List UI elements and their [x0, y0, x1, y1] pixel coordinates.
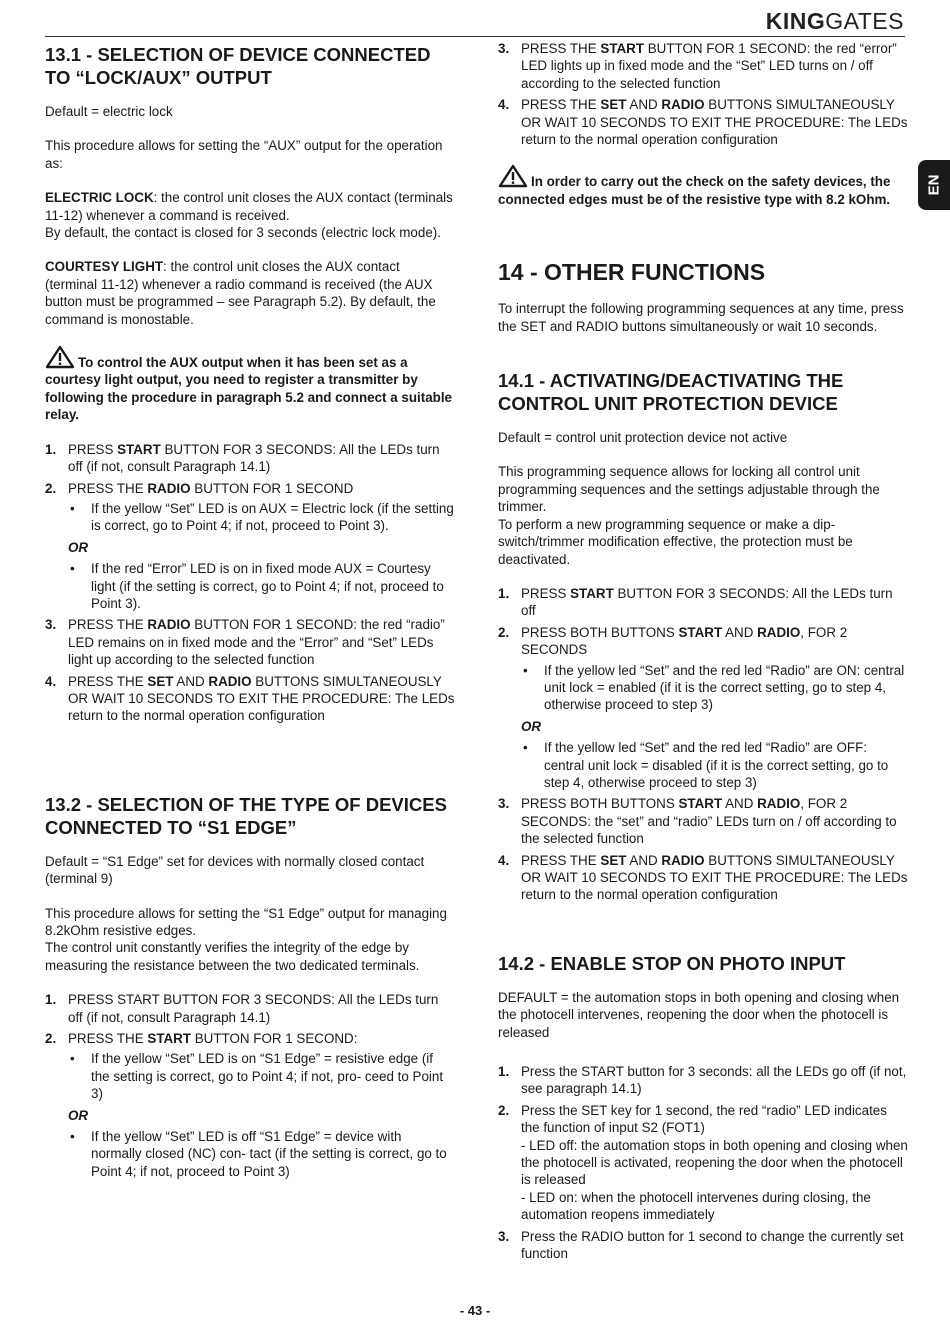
- list-item: 1. PRESS START BUTTON FOR 3 SECONDS: All the LEDs turn off (if not, consult Paragraph 14.1): [45, 441, 440, 475]
- bullet-item: • If the red “Error” LED is on in fixed mode AUX = Courtesy light (if the setting is correct, go to Point 4; if not, proceed to Point 3).: [70, 561, 444, 611]
- led-off-description: - LED off: the automation stops in both opening and closing when the photocell is activated, reopening the door when the photocell is released: [521, 1137, 908, 1188]
- warning-icon: [45, 345, 75, 369]
- language-tab: [918, 160, 950, 210]
- edge-warning: In order to carry out the check on the safety devices, the connected edges must be of the resistive type with 8.2 kOhm.: [498, 164, 908, 208]
- list-item: 1. PRESS START BUTTON FOR 3 SECONDS: All the LEDs turn off (if not, consult Paragraph 14.1): [45, 992, 439, 1025]
- right-column: [498, 40, 908, 1267]
- section-13-1-intro: This procedure allows for setting the “AUX” output for the operation as:: [45, 138, 443, 171]
- list-item: 4. PRESS THE SET AND RADIO BUTTONS SIMULTANEOUSLY OR WAIT 10 SECONDS TO EXIT THE PROCEDURE: The LEDs return to the normal operation configuration: [45, 673, 455, 724]
- aux-warning: To control the AUX output when it has been set as a courtesy light output, you need to register a transmitter by following the procedure in paragraph 5.2 and connect a suitable relay.: [45, 345, 455, 424]
- electric-lock-default: By default, the contact is closed for 3 seconds (electric lock mode).: [45, 225, 441, 241]
- language-label: EN: [925, 174, 943, 196]
- list-item: 1. PRESS START BUTTON FOR 3 SECONDS: All the LEDs turn off: [498, 585, 893, 619]
- section-14-1-intro-2: To perform a new programming sequence or make a dip-switch/trimmer modification effective, the protection must be deactivated.: [498, 516, 853, 567]
- list-item: 2. PRESS THE RADIO BUTTON FOR 1 SECOND • If the yellow “Set” LED is on AUX = Electric lock (if the setting is correct, go to Point 4; if not, proceed to Point 3). OR • If the red “Error” LED is on in fixed mode AUX = Courtesy light (if the setting is correct, go to Point 4; if not, proceed to Point 3).: [45, 480, 454, 611]
- bullet-item: • If the yellow led “Set” and the red led “Radio” are OFF: central unit lock = disabled (if it is the correct setting, go to step 4, otherwise proceed to step 3): [523, 740, 889, 790]
- section-13-2-intro-2: The control unit constantly verifies the integrity of the edge by measuring the resistance between the two dedicated terminals.: [45, 940, 420, 973]
- list-item: 1. Press the START button for 3 seconds: all the LEDs go off (if not, see paragraph 14.1): [498, 1064, 907, 1097]
- or-label: OR: [68, 1107, 89, 1123]
- bullet-item: • If the yellow “Set” LED is off “S1 Edge” = device with normally closed (NC) con- tact (if the setting is correct, go to Point 4; if not, proceed to Point 3): [70, 1129, 447, 1179]
- section-14-2-default: DEFAULT = the automation stops in both opening and closing when the photocell intervenes, reopening the door when the photocell is released: [498, 989, 900, 1040]
- brand-logo: KINGGATES: [765, 8, 904, 34]
- or-label: OR: [68, 539, 89, 555]
- section-14-1-intro: This programming sequence allows for locking all control unit programming sequences and the settings adjustable through the trimmer.: [498, 464, 880, 515]
- electric-lock-paragraph: ELECTRIC LOCK: the control unit closes the AUX contact (terminals 11-12) whenever a command is received.: [45, 190, 453, 223]
- list-item: 4. PRESS THE SET AND RADIO BUTTONS SIMULTANEOUSLY OR WAIT 10 SECONDS TO EXIT THE PROCEDURE: The LEDs return to the normal operation configuration: [498, 97, 908, 148]
- section-13-2-default: Default = “S1 Edge” set for devices with normally closed contact (terminal 9): [45, 853, 425, 887]
- section-13-1-default: Default = electric lock: [45, 104, 173, 119]
- list-item: 3. PRESS BOTH BUTTONS START AND RADIO, FOR 2 SECONDS: the “set” and “radio” LEDs turn on / off according to the selected function: [498, 796, 897, 847]
- section-14-title: 14 - OTHER FUNCTIONS: [498, 259, 766, 286]
- bullet-item: • If the yellow “Set” LED is on “S1 Edge” = resistive edge (if the setting is correct, go to Point 4; if not, pro- ceed to Point 3): [70, 1051, 444, 1102]
- list-item: 2. PRESS BOTH BUTTONS START AND RADIO, FOR 2 SECONDS • If the yellow led “Set” and the red led “Radio” are ON: central unit lock = enabled (if it is the correct setting, go to step 4, otherwise proceed to step 3) OR • If the yellow led “Set” and the red led “Radio” are OFF: central unit lock = disabled (if it is the correct setting, go to step 4, otherwise proceed to step 3): [498, 624, 908, 792]
- list-item: 3. PRESS THE START BUTTON FOR 1 SECOND: the red “error” LED lights up in fixed mode and the “Set” LED turns on / off according to the selected function: [498, 41, 897, 91]
- section-14-1-default: Default = control unit protection device not active: [498, 430, 788, 446]
- list-item: 3. Press the RADIO button for 1 second to change the currently set function: [498, 1228, 904, 1262]
- section-14-intro: To interrupt the following programming sequences at any time, press the SET and RADIO buttons simultaneously or wait 10 seconds.: [498, 301, 904, 334]
- header-rule: [45, 36, 905, 37]
- list-item: 2. Press the SET key for 1 second, the red “radio” LED indicates the function of input S2 (FOT1) - LED off: the automation stops in both opening and closing when the photocell is activated, reopening the door when the photocell is released - LED on: when the photocell intervenes during closing, the automation reopens immediately: [498, 1102, 908, 1223]
- section-13-2-title: 13.2 - SELECTION OF THE TYPE OF DEVICES CONNECTED TO “S1 EDGE”: [45, 793, 447, 838]
- or-label: OR: [521, 718, 542, 734]
- section-13-1-title: 13.1 - SELECTION OF DEVICE CONNECTED TO “LOCK/AUX” OUTPUT: [45, 44, 431, 88]
- left-column: [45, 40, 455, 1184]
- list-item: 2. PRESS THE START BUTTON FOR 1 SECOND: • If the yellow “Set” LED is on “S1 Edge” = resistive edge (if the setting is correct, go to Point 4; if not, pro- ceed to Point 3) OR • If the yellow “Set” LED is off “S1 Edge” = device with normally closed (NC) con- tact (if the setting is correct, go to Point 4; if not, proceed to Point 3): [45, 1030, 455, 1180]
- led-on-description: - LED on: when the photocell intervenes during closing, the automation reopens immediately: [521, 1189, 871, 1223]
- warning-icon: [498, 164, 528, 188]
- section-13-2-intro: This procedure allows for setting the “S1 Edge” output for managing 8.2kOhm resistive edges.: [45, 905, 447, 938]
- bullet-item: • If the yellow “Set” LED is on AUX = Electric lock (if the setting is correct, go to Point 4; if not, proceed to Point 3).: [70, 500, 454, 534]
- section-14-1-title: 14.1 - ACTIVATING/DEACTIVATING THE CONTROL UNIT PROTECTION DEVICE: [498, 370, 844, 415]
- courtesy-light-paragraph: COURTESY LIGHT: the control unit closes the AUX contact (terminal 11-12) whenever a radio command is received (the AUX button must be programmed – see Paragraph 5.2). By default, the command is monostable.: [45, 259, 436, 327]
- list-item: 4. PRESS THE SET AND RADIO BUTTONS SIMULTANEOUSLY OR WAIT 10 SECONDS TO EXIT THE PROCEDURE: The LEDs return to the normal operation configuration: [498, 852, 908, 903]
- section-14-2-title: 14.2 - ENABLE STOP ON PHOTO INPUT: [498, 952, 846, 974]
- list-item: 3. PRESS THE RADIO BUTTON FOR 1 SECOND: the red “radio” LED remains on in fixed mode and the “Error” and “Set” LEDs light up according to the selected function: [45, 617, 445, 668]
- page-number: - 43 -: [459, 1303, 491, 1318]
- bullet-item: • If the yellow led “Set” and the red led “Radio” are ON: central unit lock = enabled (if it is the correct setting, go to step 4, otherwise proceed to step 3): [523, 662, 905, 713]
